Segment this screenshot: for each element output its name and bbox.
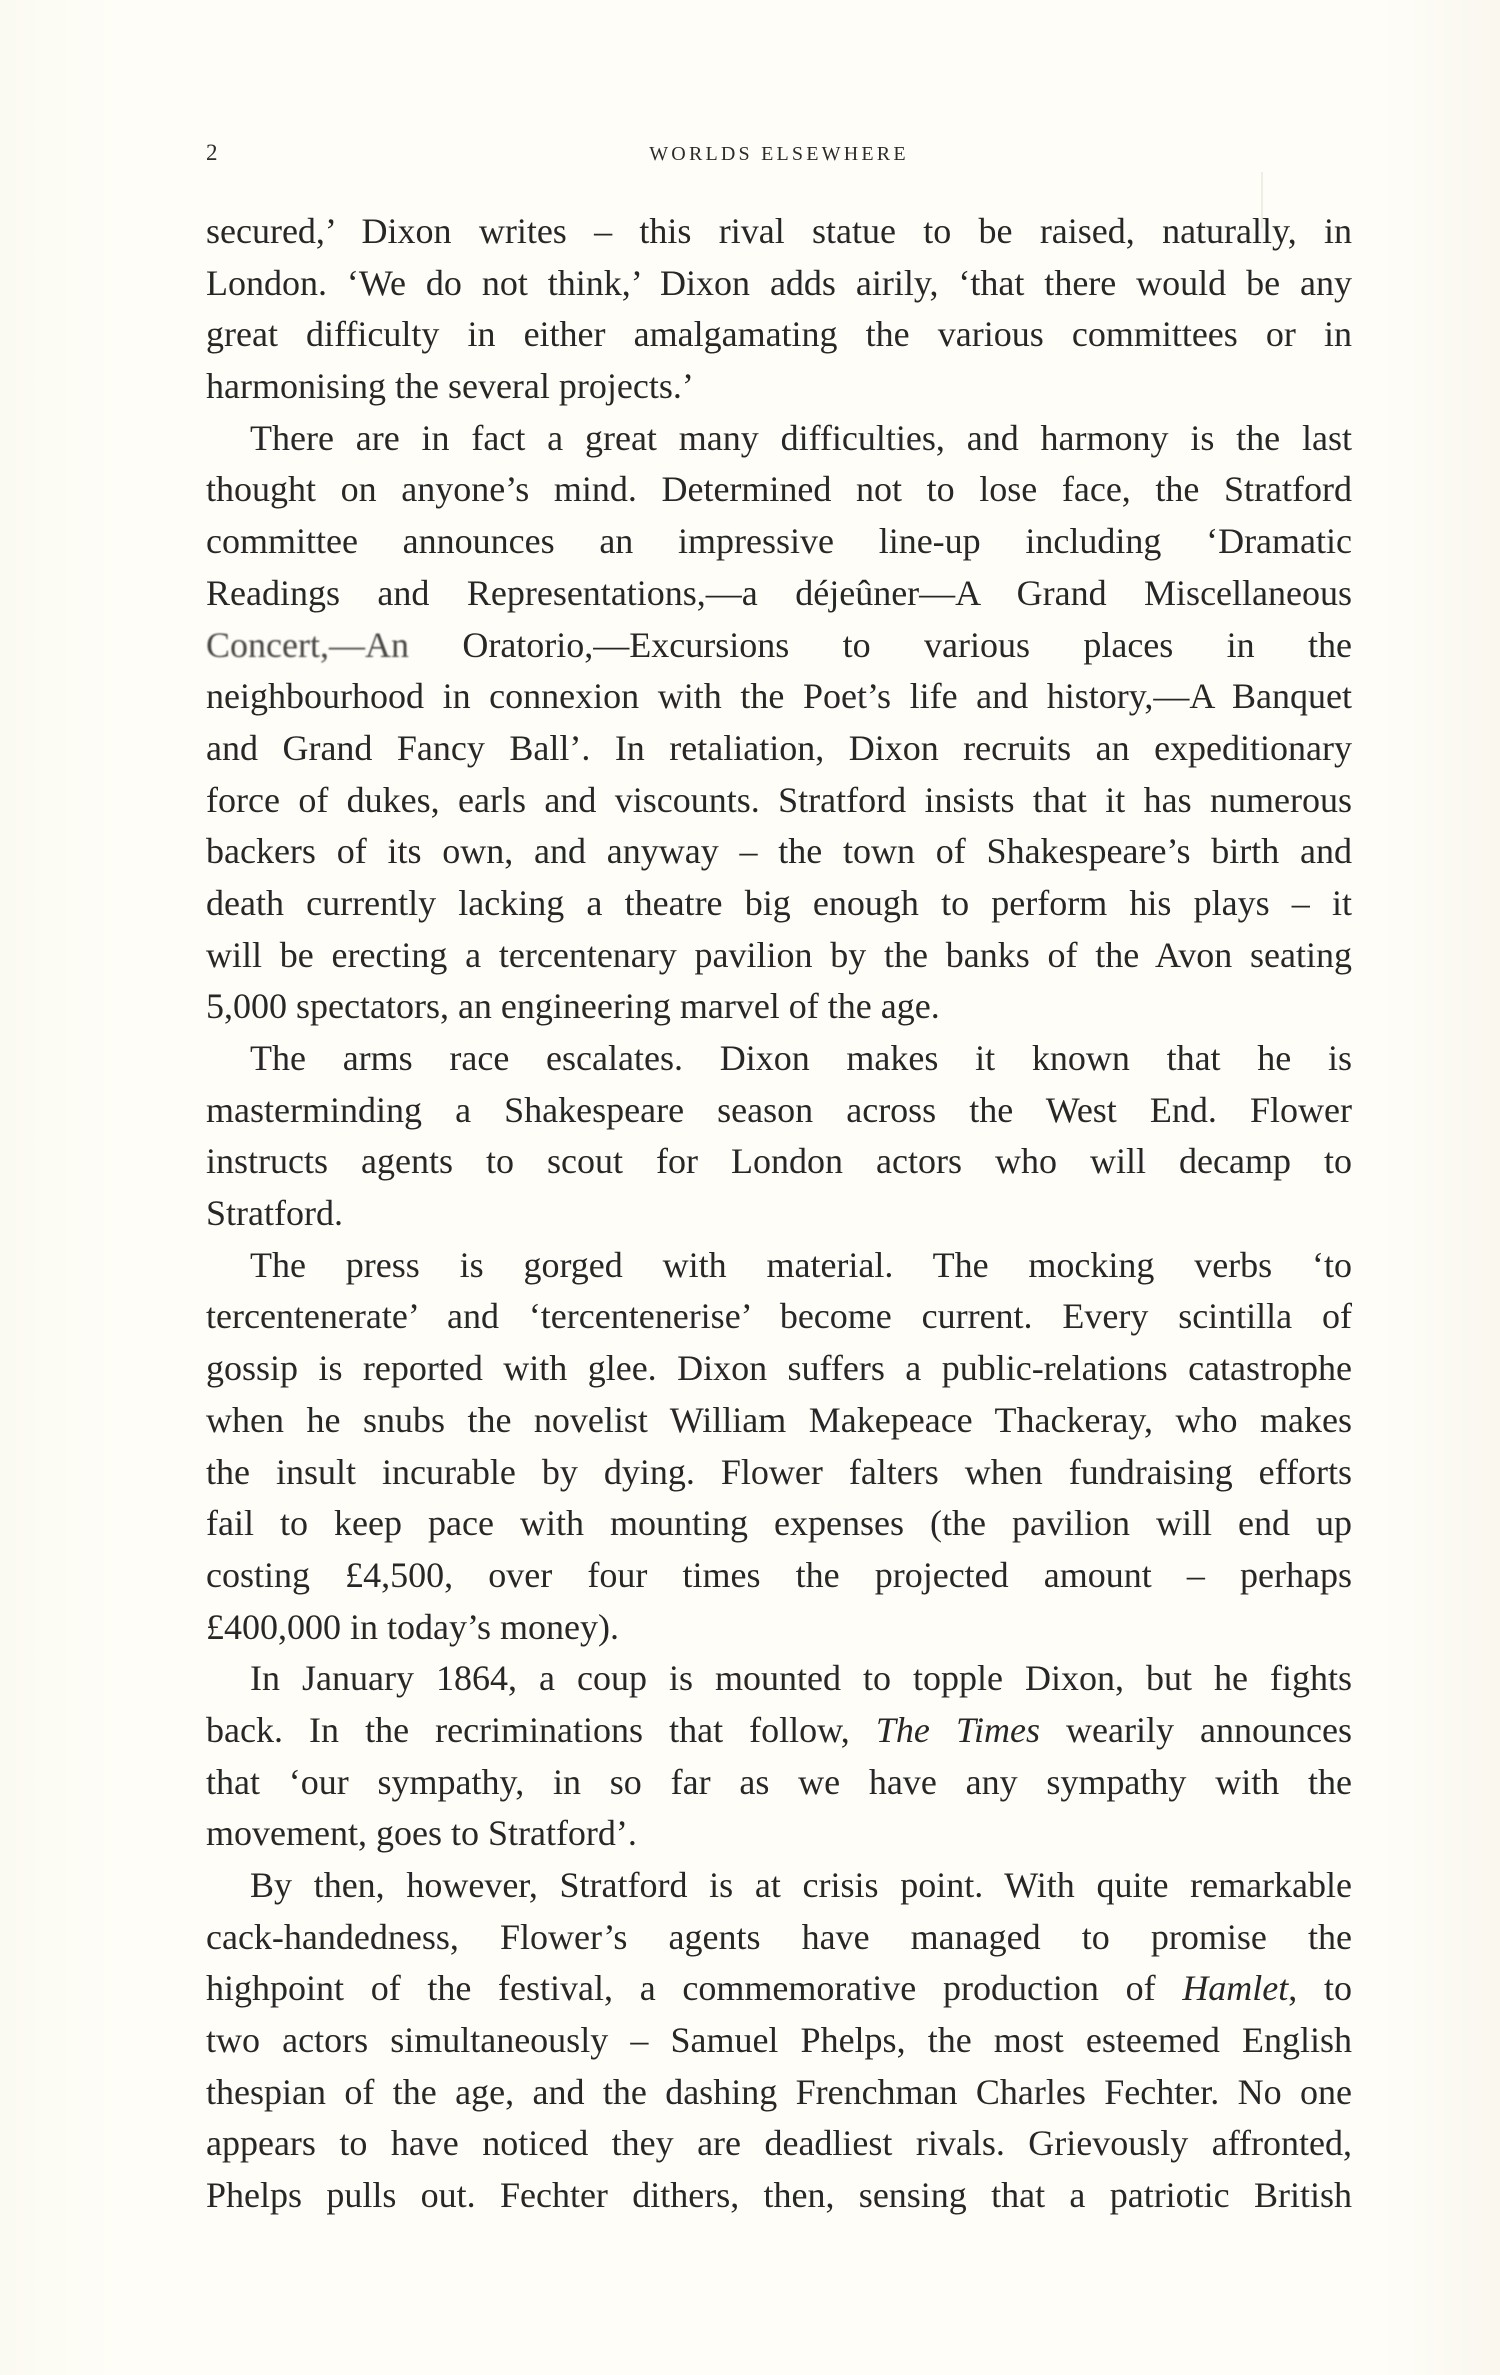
paragraph xyxy=(206,1653,1352,1860)
text-line: instructs agents to scout for London actors who will decamp to xyxy=(206,1141,1352,1182)
paragraph xyxy=(206,1240,1352,1654)
text-line: neighbourhood in connexion with the Poet’s life and history,—A Banquet xyxy=(206,676,1352,717)
text-line: the insult incurable by dying. Flower falters when fundraising efforts xyxy=(206,1451,1352,1492)
text-line: Phelps pulls out. Fechter dithers, then, sensing that a patriotic British xyxy=(206,2175,1352,2216)
text-line: secured,’ Dixon writes – this rival statue to be raised, naturally, in xyxy=(206,211,1352,251)
text-line: gossip is reported with glee. Dixon suffers a public-relations catastrophe xyxy=(206,1348,1352,1389)
text-line: and Grand Fancy Ball’. In retaliation, Dixon recruits an expeditionary xyxy=(206,727,1352,768)
text-line: By then, however, Stratford is at crisis point. With quite remarkable xyxy=(250,1865,1352,1905)
text-line: appears to have noticed they are deadliest rivals. Grievously affronted, xyxy=(206,2123,1352,2164)
text-line: movement, goes to Stratford’. xyxy=(206,1813,637,1854)
running-head-title: WORLDS ELSEWHERE xyxy=(649,143,909,165)
text-line: In January 1864, a coup is mounted to topple Dixon, but he fights xyxy=(250,1658,1352,1699)
text-line: harmonising the several projects.’ xyxy=(206,366,694,407)
text-segment: back. In the recriminations that follow, xyxy=(206,1709,876,1750)
text-line: cack-handedness, Flower’s agents have managed to promise the xyxy=(206,1916,1352,1957)
paragraph xyxy=(206,206,1352,413)
text-line: Readings and Representations,—a déjeûner—A Grand Miscellaneous xyxy=(206,572,1352,613)
text-line: There are in fact a great many difficulties, and harmony is the last xyxy=(250,417,1352,458)
play-title: Hamlet xyxy=(1182,1968,1289,2009)
text-line: The press is gorged with material. The mocking verbs ‘to xyxy=(250,1244,1352,1285)
paragraph xyxy=(206,413,1352,1033)
text-line: masterminding a Shakespeare season across the West End. Flower xyxy=(206,1089,1352,1130)
body-text xyxy=(206,206,1352,2222)
text-segment: wearily announces xyxy=(1039,1709,1352,1750)
text-line: The arms race escalates. Dixon makes it known that he is xyxy=(250,1038,1352,1078)
paragraph xyxy=(206,1860,1352,2222)
text-line: Stratford. xyxy=(206,1193,343,1234)
text-line xyxy=(206,620,1352,672)
text-segment: , to xyxy=(1288,1968,1352,2009)
text-line: death currently lacking a theatre big enough to perform his plays – it xyxy=(206,882,1352,923)
text-segment: Oratorio,—Excursions to various places in the xyxy=(462,624,1352,665)
newspaper-title: The Times xyxy=(875,1709,1040,1750)
text-line: that ‘our sympathy, in so far as we have any sympathy with the xyxy=(206,1761,1352,1802)
text-line: thought on anyone’s mind. Determined not to lose face, the Stratford xyxy=(206,469,1352,510)
text-line: thespian of the age, and the dashing Frenchman Charles Fechter. No one xyxy=(206,2071,1352,2112)
text-line: will be erecting a tercentenary pavilion by the banks of the Avon seating xyxy=(206,934,1352,975)
text-line: London. ‘We do not think,’ Dixon adds airily, ‘that there would be any xyxy=(206,262,1352,303)
text-line: committee announces an impressive line-up including ‘Dramatic xyxy=(206,521,1352,562)
text-line xyxy=(206,1705,1352,1757)
blurred-text: Concert,—An xyxy=(206,624,409,665)
text-line: fail to keep pace with mounting expenses (the pavilion will end up xyxy=(206,1503,1352,1544)
text-line: £400,000 in today’s money). xyxy=(206,1606,619,1647)
text-line: two actors simultaneously – Samuel Phelps, the most esteemed English xyxy=(206,2020,1352,2061)
text-line: costing £4,500, over four times the projected amount – perhaps xyxy=(206,1554,1352,1595)
text-line: 5,000 spectators, an engineering marvel of the age. xyxy=(206,986,940,1027)
text-line: backers of its own, and anyway – the town of Shakespeare’s birth and xyxy=(206,831,1352,872)
text-line: when he snubs the novelist William Makepeace Thackeray, who makes xyxy=(206,1399,1352,1440)
running-head xyxy=(206,139,1352,167)
text-line: tercentenerate’ and ‘tercentenerise’ become current. Every scintilla of xyxy=(206,1296,1352,1337)
text-line xyxy=(206,1963,1352,2015)
page-number: 2 xyxy=(206,140,218,165)
text-line: great difficulty in either amalgamating the various committees or in xyxy=(206,314,1352,355)
paragraph xyxy=(206,1033,1352,1240)
text-line: force of dukes, earls and viscounts. Stratford insists that it has numerous xyxy=(206,779,1352,820)
text-segment: highpoint of the festival, a commemorative production of xyxy=(206,1968,1183,2009)
